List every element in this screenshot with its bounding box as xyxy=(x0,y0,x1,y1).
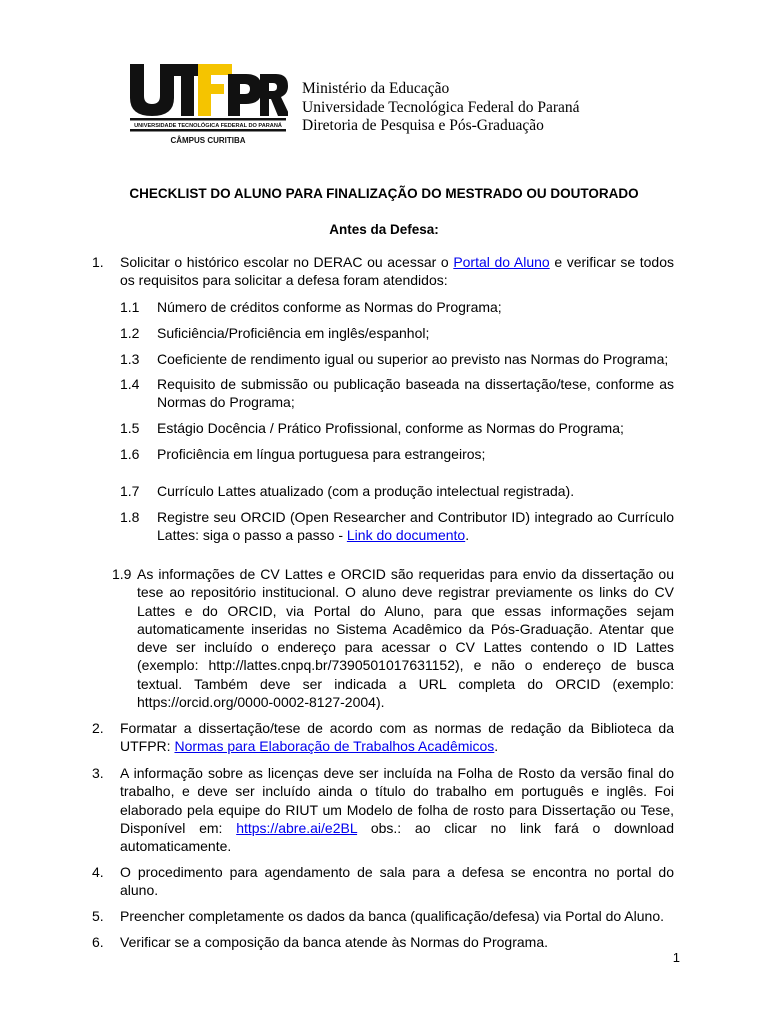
institution-block xyxy=(302,80,580,136)
item-text: Currículo Lattes atualizado (com a produção intelectual registrada). xyxy=(157,483,575,499)
item-number: 1.4 xyxy=(120,376,140,392)
link-do-documento[interactable]: Link do documento xyxy=(346,527,466,544)
portal-do-aluno-link[interactable]: Portal do Aluno xyxy=(453,254,550,270)
item-text: As informações de CV Lattes e ORCID são requeridas para envio da dissertação ou tese ao repositório institucional. O aluno deve registrar previamente os links do CV Lattes e do ORCID, via Portal do Aluno, para que essas informações sejam automaticamente inseridas no Sistema Acadêmico da Pós-Graduação. Atentar que deve ser incluído o endereço para acessar o CV Lattes contendo o ID Lattes (exemplo: http://lattes.cnpq.br/7390501017631152), e não o endereço de busca textual. Também deve ser indicada a URL completa do ORCID (exemplo: https://orcid.org/0000-0002-8127-2004). xyxy=(137,566,674,711)
item-text: Coeficiente de rendimento igual ou superior ao previsto nas Normas do Programa; xyxy=(157,351,669,367)
page-number: 1 xyxy=(672,950,680,965)
utfpr-logo xyxy=(128,58,288,150)
logo-subtitle: UNIVERSIDADE TECNOLÓGICA FEDERAL DO PARANÁ xyxy=(134,123,282,129)
item-text: Registre seu ORCID (Open Researcher and Contributor ID) integrado ao Currículo Lattes: siga o passo a passo - Link do documento. xyxy=(157,509,674,544)
item-text: Requisito de submissão ou publicação baseada na dissertação/tese, conforme as Normas do Programa; xyxy=(157,376,674,411)
item-number: 6. xyxy=(92,934,104,950)
item-number: 1.5 xyxy=(120,420,140,436)
item-text: O procedimento para agendamento de sala para a defesa se encontra no portal do aluno. xyxy=(120,864,674,899)
item-text: Preencher completamente os dados da banca (qualificação/defesa) via Portal do Aluno. xyxy=(120,908,665,924)
campus-label: CÂMPUS CURITIBA xyxy=(170,136,246,145)
item-number: 1.9 xyxy=(112,566,132,582)
item-number: 3. xyxy=(92,765,104,781)
item-number: 1. xyxy=(92,254,104,270)
item-number: 1.6 xyxy=(120,446,140,462)
item-text: Formatar a dissertação/tese de acordo com as normas de redação da Biblioteca da UTFPR: Normas para Elaboração de Trabalhos Acadêmicos. xyxy=(120,720,674,755)
item-number: 1.1 xyxy=(120,299,140,315)
university-line: Universidade Tecnológica Federal do Paraná xyxy=(302,98,580,116)
item-number: 5. xyxy=(92,908,104,924)
item-number: 2. xyxy=(92,720,104,736)
item-text: Verificar se a composição da banca atende às Normas do Programa. xyxy=(120,934,549,950)
item-text: Número de créditos conforme as Normas do Programa; xyxy=(157,299,502,315)
item-text: Estágio Docência / Prático Profissional, conforme as Normas do Programa; xyxy=(157,420,624,436)
item-number: 1.8 xyxy=(120,509,140,525)
item-text: Suficiência/Proficiência em inglês/espanhol; xyxy=(157,325,430,341)
item-text: A informação sobre as licenças deve ser incluída na Folha de Rosto da versão final do trabalho, e deve ser incluído ainda o título do trabalho em português e inglês. Foi elaborado pela equipe do RIUT um Modelo de folha de rosto para Dissertação ou Tese, Disponível em: https://abre.ai/e2BL obs.: ao clicar no link fará o download automaticamente. xyxy=(120,765,675,855)
directorate-line: Diretoria de Pesquisa e Pós-Graduação xyxy=(302,117,544,134)
item-number: 4. xyxy=(92,864,104,880)
ministry-line: Ministério da Educação xyxy=(302,80,450,97)
item-number: 1.3 xyxy=(120,351,140,367)
item-number: 1.7 xyxy=(120,483,140,499)
item-text: Solicitar o histórico escolar no DERAC ou acessar o Portal do Aluno e verificar se todos os requisitos para solicitar a defesa foram atendidos: xyxy=(120,254,674,289)
item-number: 1.2 xyxy=(120,325,140,341)
document-title: CHECKLIST DO ALUNO PARA FINALIZAÇÃO DO MESTRADO OU DOUTORADO xyxy=(129,186,639,201)
normas-link[interactable]: Normas para Elaboração de Trabalhos Acadêmicos xyxy=(174,738,495,755)
abre-ai-link[interactable]: https://abre.ai/e2BL xyxy=(236,819,358,836)
item-text: Proficiência em língua portuguesa para estrangeiros; xyxy=(157,446,486,462)
section-title: Antes da Defesa: xyxy=(329,222,439,237)
